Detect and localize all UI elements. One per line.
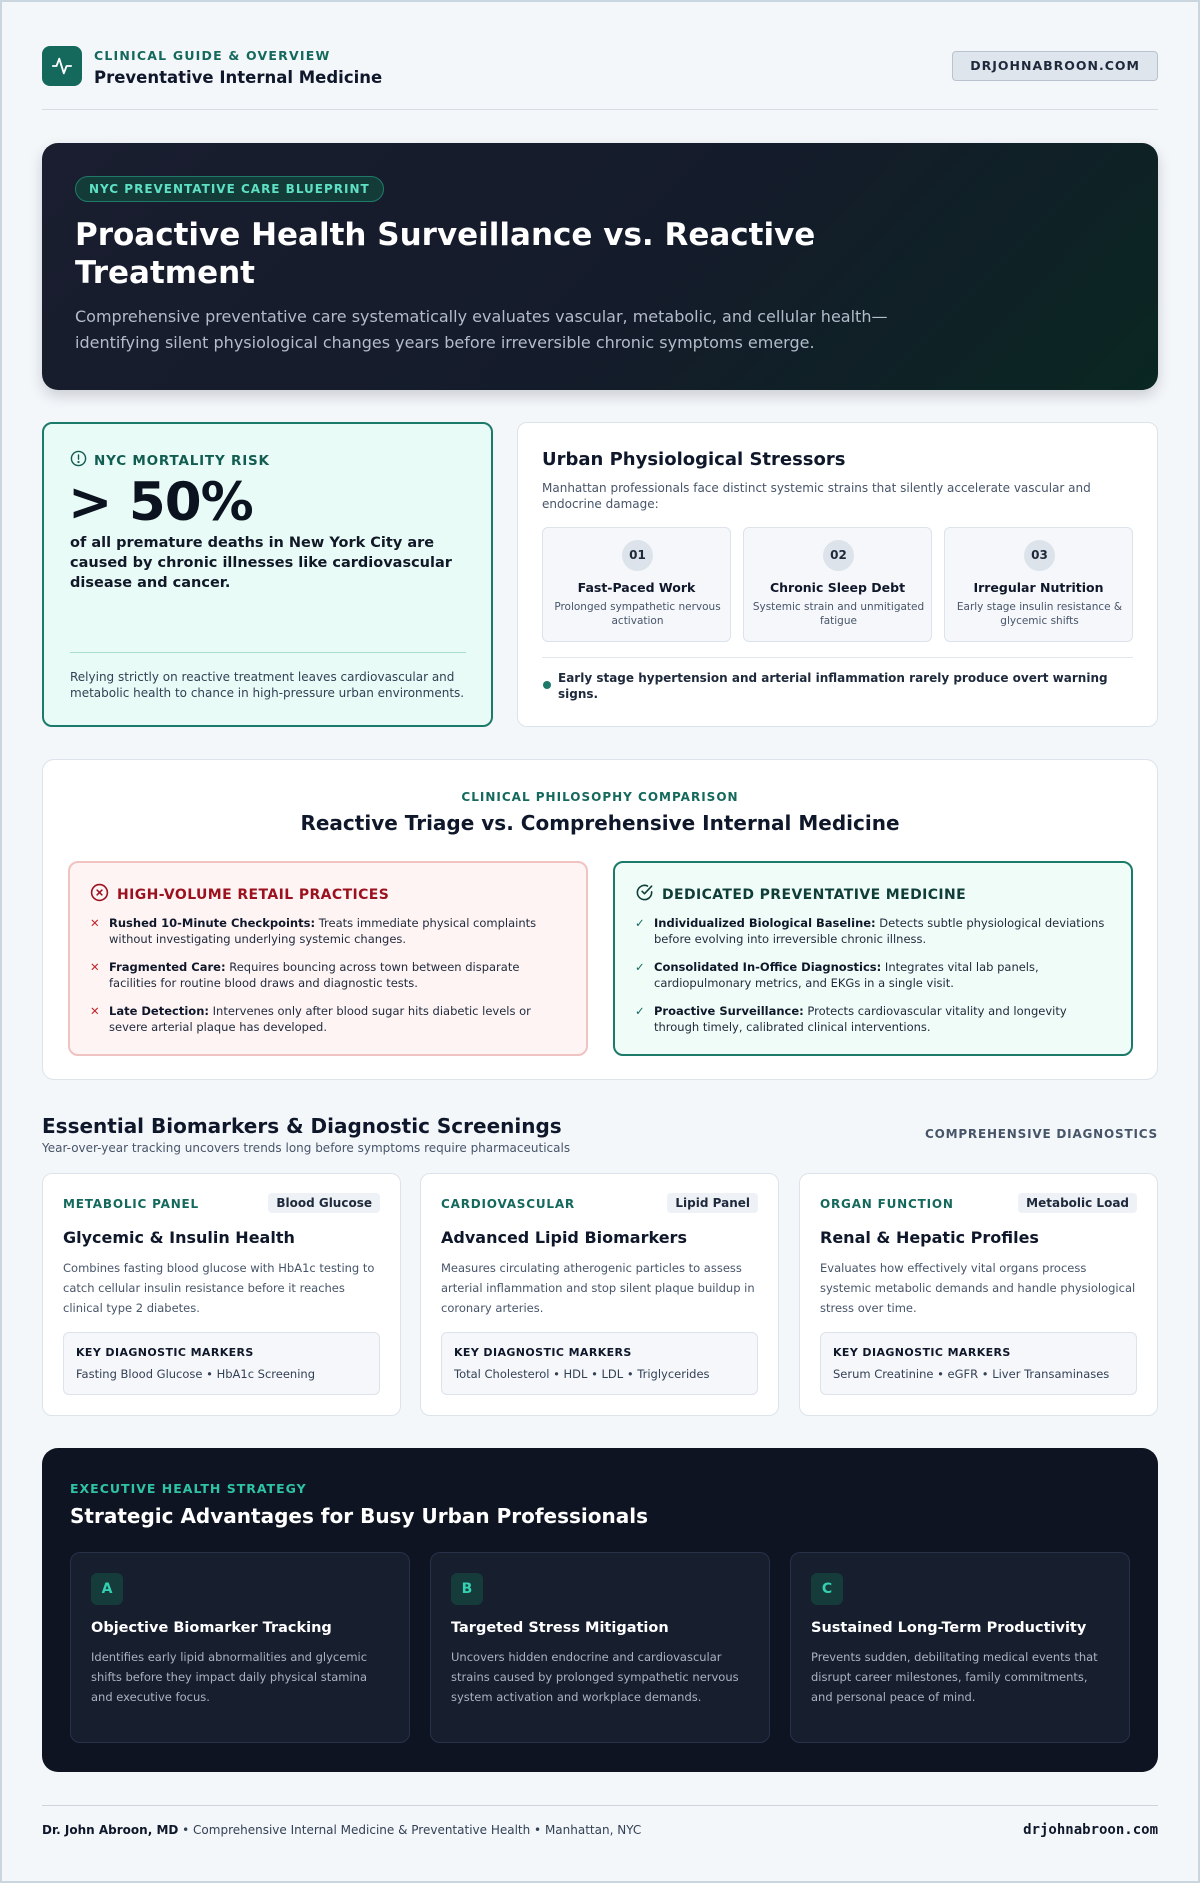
stressor-name: Chronic Sleep Debt xyxy=(769,580,906,595)
markers-label: KEY DIAGNOSTIC MARKERS xyxy=(833,1346,1011,1359)
footer-details: • Comprehensive Internal Medicine & Preventative Health • Manhattan, NYC xyxy=(178,1823,642,1837)
preventative-heading xyxy=(635,883,966,906)
philosophy-kicker: CLINICAL PHILOSOPHY COMPARISON xyxy=(461,790,739,804)
strategy-section xyxy=(42,1448,1158,1772)
strategy-card-title: Sustained Long-Term Productivity xyxy=(811,1620,1087,1636)
philosophy-comparison xyxy=(42,759,1158,1080)
card-title: Advanced Lipid Biomarkers xyxy=(441,1228,687,1247)
check-circle-icon xyxy=(635,883,654,906)
markers-value: Total Cholesterol • HDL • LDL • Triglycerides xyxy=(454,1367,710,1381)
philosophy-title: Reactive Triage vs. Comprehensive Internal Medicine xyxy=(300,811,900,835)
item-text: Treats immediate physical complaints without investigating underlying systemic changes. xyxy=(109,916,537,946)
risk-statistic: > 50% xyxy=(68,472,253,533)
header-divider xyxy=(42,109,1158,110)
strategy-card-description: Uncovers hidden endocrine and cardiovascular strains caused by prolonged sympathetic nervous system activation and workplace demands. xyxy=(451,1650,739,1704)
preventative-heading-label: DEDICATED PREVENTATIVE MEDICINE xyxy=(662,886,967,903)
strategy-title: Strategic Advantages for Busy Urban Professionals xyxy=(70,1504,649,1528)
card-kicker: CARDIOVASCULAR xyxy=(441,1197,575,1211)
card-badge: Metabolic Load xyxy=(1018,1193,1137,1213)
cross-mark-icon: ✕ xyxy=(90,916,100,930)
reactive-list xyxy=(90,915,570,1047)
markers-box xyxy=(441,1332,758,1395)
card-title: Renal & Hepatic Profiles xyxy=(820,1228,1039,1247)
site-header xyxy=(42,46,1158,110)
reactive-heading xyxy=(90,883,389,906)
risk-footnote: Relying strictly on reactive treatment leaves cardiovascular and metabolic health to chance in high-pressure urban environments. xyxy=(70,670,465,700)
biomarkers-title: Essential Biomarkers & Diagnostic Screenings xyxy=(42,1114,562,1138)
stressor-name: Fast-Paced Work xyxy=(577,580,696,595)
check-mark-icon: ✓ xyxy=(635,1004,645,1018)
item-label: Fragmented Care: xyxy=(109,960,226,974)
strategy-card xyxy=(430,1552,770,1743)
site-badge-link[interactable]: DRJOHNABROON.COM xyxy=(952,51,1158,81)
risk-divider xyxy=(70,652,466,653)
markers-box xyxy=(63,1332,380,1395)
item-text: Requires bouncing across town between disparate facilities for routine blood draws and diagnostic tests. xyxy=(109,960,520,990)
stressors-note: Early stage hypertension and arterial inflammation rarely produce overt warning signs. xyxy=(558,671,1108,701)
item-label: Individualized Biological Baseline: xyxy=(654,916,876,930)
header-title: Preventative Internal Medicine xyxy=(94,68,383,87)
strategy-card xyxy=(790,1552,1130,1743)
mortality-risk-card xyxy=(42,422,493,727)
footer-credits xyxy=(42,1823,641,1837)
item-text: Integrates vital lab panels, cardiopulmonary metrics, and EKGs in a single visit. xyxy=(654,960,1039,990)
stressors-divider xyxy=(542,657,1133,658)
hero-title: Proactive Health Surveillance vs. Reactive Treatment xyxy=(75,217,816,291)
header-kicker: CLINICAL GUIDE & OVERVIEW xyxy=(94,48,331,63)
risk-kicker xyxy=(70,450,270,471)
cross-mark-icon: ✕ xyxy=(90,1004,100,1018)
reactive-practices-box xyxy=(68,861,588,1056)
stressor-number: 03 xyxy=(1024,540,1055,571)
preventative-medicine-box xyxy=(613,861,1133,1056)
list-item xyxy=(635,959,1115,991)
card-description: Measures circulating atherogenic particles to assess arterial inflammation and stop silent plaque buildup in coronary arteries. xyxy=(441,1261,755,1315)
letter-badge: C xyxy=(811,1573,843,1605)
footer-domain-link[interactable]: drjohnabroon.com xyxy=(1023,1822,1158,1838)
letter-badge: B xyxy=(451,1573,483,1605)
card-kicker: ORGAN FUNCTION xyxy=(820,1197,954,1211)
item-text: Intervenes only after blood sugar hits diabetic levels or severe arterial plaque has developed. xyxy=(109,1004,531,1034)
strategy-card-description: Prevents sudden, debilitating medical events that disrupt career milestones, family commitments, and personal peace of mind. xyxy=(811,1650,1098,1704)
footer-divider xyxy=(42,1805,1158,1806)
card-description: Evaluates how effectively vital organs process systemic metabolic demands and handle physiological stress over time. xyxy=(820,1261,1136,1315)
card-badge: Lipid Panel xyxy=(667,1193,758,1213)
biomarker-card xyxy=(799,1173,1158,1416)
stressor-item xyxy=(944,527,1133,642)
list-item xyxy=(635,915,1115,947)
markers-label: KEY DIAGNOSTIC MARKERS xyxy=(454,1346,632,1359)
strategy-kicker: EXECUTIVE HEALTH STRATEGY xyxy=(70,1481,307,1496)
stressors-subtitle: Manhattan professionals face distinct systemic strains that silently accelerate vascular and endocrine damage: xyxy=(542,481,1091,511)
biomarkers-subtitle: Year-over-year tracking uncovers trends long before symptoms require pharmaceuticals xyxy=(42,1141,571,1155)
biomarker-card xyxy=(42,1173,401,1416)
hero-subtitle: Comprehensive preventative care systematically evaluates vascular, metabolic, and cellular health—identifying silent physiological changes years before irreversible chronic symptoms emerge. xyxy=(75,307,888,352)
hero-banner xyxy=(42,143,1158,390)
risk-kicker-label: NYC MORTALITY RISK xyxy=(94,452,270,469)
item-label: Rushed 10-Minute Checkpoints: xyxy=(109,916,316,930)
stressor-description: Early stage insulin resistance & glycemic shifts xyxy=(956,601,1123,627)
cross-mark-icon: ✕ xyxy=(90,960,100,974)
x-circle-icon xyxy=(90,883,109,906)
markers-value: Fasting Blood Glucose • HbA1c Screening xyxy=(76,1367,316,1381)
footer-author: Dr. John Abroon, MD xyxy=(42,1823,179,1837)
stressor-name: Irregular Nutrition xyxy=(973,580,1104,595)
item-text: Detects subtle physiological deviations before evolving into irreversible chronic illness. xyxy=(654,916,1105,946)
biomarker-card xyxy=(420,1173,779,1416)
strategy-card-description: Identifies early lipid abnormalities and glycemic shifts before they impact daily physical stamina and executive focus. xyxy=(91,1650,368,1704)
item-label: Late Detection: xyxy=(109,1004,209,1018)
hero-pill: NYC PREVENTATIVE CARE BLUEPRINT xyxy=(75,176,384,202)
risk-description: of all premature deaths in New York City are caused by chronic illnesses like cardiovascular disease and cancer. xyxy=(70,535,452,591)
stressor-number: 02 xyxy=(823,540,854,571)
stressor-item xyxy=(743,527,932,642)
stressor-item xyxy=(542,527,731,642)
markers-box xyxy=(820,1332,1137,1395)
preventative-list xyxy=(635,915,1115,1047)
reactive-heading-label: HIGH-VOLUME RETAIL PRACTICES xyxy=(117,886,390,903)
item-label: Proactive Surveillance: xyxy=(654,1004,804,1018)
letter-badge: A xyxy=(91,1573,123,1605)
stressor-description: Systemic strain and unmitigated fatigue xyxy=(752,601,925,627)
card-description: Combines fasting blood glucose with HbA1c testing to catch cellular insulin resistance before it reaches clinical type 2 diabetes. xyxy=(63,1261,375,1315)
card-badge: Blood Glucose xyxy=(268,1193,380,1213)
stressor-number: 01 xyxy=(622,540,653,571)
pulse-icon[interactable] xyxy=(42,46,82,86)
list-item xyxy=(90,959,570,991)
item-text: Protects cardiovascular vitality and longevity through timely, calibrated clinical interventions. xyxy=(654,1004,1067,1034)
strategy-card-title: Targeted Stress Mitigation xyxy=(451,1620,669,1636)
alert-circle-icon xyxy=(70,450,87,471)
card-kicker: METABOLIC PANEL xyxy=(63,1197,199,1211)
stressors-title: Urban Physiological Stressors xyxy=(542,449,846,470)
strategy-card-title: Objective Biomarker Tracking xyxy=(91,1620,332,1636)
strategy-card xyxy=(70,1552,410,1743)
card-title: Glycemic & Insulin Health xyxy=(63,1228,295,1247)
check-mark-icon: ✓ xyxy=(635,960,645,974)
markers-value: Serum Creatinine • eGFR • Liver Transaminases xyxy=(833,1367,1110,1381)
item-label: Consolidated In-Office Diagnostics: xyxy=(654,960,882,974)
stressor-description: Prolonged sympathetic nervous activation xyxy=(554,601,721,627)
urban-stressors-card xyxy=(517,422,1158,727)
markers-label: KEY DIAGNOSTIC MARKERS xyxy=(76,1346,254,1359)
list-item xyxy=(635,1003,1115,1035)
check-mark-icon: ✓ xyxy=(635,916,645,930)
list-item xyxy=(90,1003,570,1035)
list-item xyxy=(90,915,570,947)
biomarkers-tag: COMPREHENSIVE DIAGNOSTICS xyxy=(924,1127,1158,1141)
bullet-dot-icon xyxy=(543,681,551,689)
